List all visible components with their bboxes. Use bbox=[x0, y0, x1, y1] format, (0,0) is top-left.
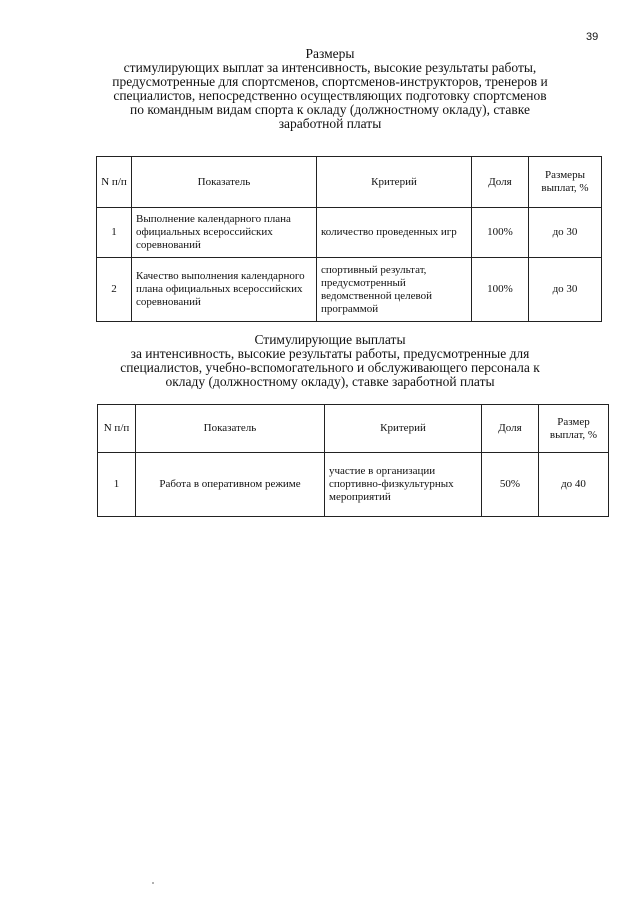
header-share: Доля bbox=[472, 157, 529, 208]
header-amount: Размеры выплат, % bbox=[529, 157, 602, 208]
table-header-row bbox=[97, 157, 602, 208]
cell-indicator: Работа в оперативном режиме bbox=[136, 453, 325, 517]
page-number: 39 bbox=[586, 31, 599, 43]
section1-title-line: Размеры bbox=[305, 46, 355, 61]
section1-title-line: по командным видам спорта к окладу (должностному окладу), ставке bbox=[130, 102, 530, 117]
section2-title-line: Стимулирующие выплаты bbox=[254, 332, 406, 347]
section1-title-line: стимулирующих выплат за интенсивность, высокие результаты работы, bbox=[123, 60, 537, 75]
cell-number: 1 bbox=[98, 453, 136, 517]
cell-amount: до 30 bbox=[529, 208, 602, 258]
bonus-table-athletes bbox=[96, 156, 602, 322]
header-criterion: Критерий bbox=[317, 157, 472, 208]
cell-share: 100% bbox=[472, 258, 529, 322]
table-row bbox=[97, 208, 602, 258]
cell-criterion: участие в организации спортивно-физкультурных мероприятий bbox=[325, 453, 482, 517]
header-criterion: Критерий bbox=[325, 405, 482, 453]
section1-title bbox=[80, 47, 580, 131]
section1-title-line: заработной платы bbox=[278, 116, 382, 131]
cell-share: 100% bbox=[472, 208, 529, 258]
header-number: N п/п bbox=[97, 157, 132, 208]
header-share: Доля bbox=[482, 405, 539, 453]
cell-indicator: Выполнение календарного плана официальных всероссийских соревнований bbox=[132, 208, 317, 258]
cell-number: 1 bbox=[97, 208, 132, 258]
cell-criterion: спортивный результат, предусмотренный ведомственной целевой программой bbox=[317, 258, 472, 322]
section1-title-line: предусмотренные для спортсменов, спортсменов-инструкторов, тренеров и bbox=[112, 74, 548, 89]
section2-title-line: специалистов, учебно-вспомогательного и обслуживающего персонала к bbox=[120, 360, 540, 375]
cell-share: 50% bbox=[482, 453, 539, 517]
cell-amount: до 40 bbox=[539, 453, 609, 517]
table-header-row bbox=[98, 405, 609, 453]
section2-title bbox=[80, 333, 580, 389]
section2-title-line: окладу (должностному окладу), ставке заработной платы bbox=[165, 374, 495, 389]
header-number: N п/п bbox=[98, 405, 136, 453]
scan-speck bbox=[152, 882, 154, 884]
cell-amount: до 30 bbox=[529, 258, 602, 322]
cell-indicator: Качество выполнения календарного плана официальных всероссийских соревнований bbox=[132, 258, 317, 322]
header-indicator: Показатель bbox=[136, 405, 325, 453]
bonus-table-staff bbox=[97, 404, 609, 517]
cell-number: 2 bbox=[97, 258, 132, 322]
header-amount: Размер выплат, % bbox=[539, 405, 609, 453]
table-row bbox=[98, 453, 609, 517]
header-indicator: Показатель bbox=[132, 157, 317, 208]
section2-title-line: за интенсивность, высокие результаты работы, предусмотренные для bbox=[130, 346, 530, 361]
cell-criterion: количество проведенных игр bbox=[317, 208, 472, 258]
table-row bbox=[97, 258, 602, 322]
section1-title-line: специалистов, непосредственно осуществляющих подготовку спортсменов bbox=[113, 88, 547, 103]
